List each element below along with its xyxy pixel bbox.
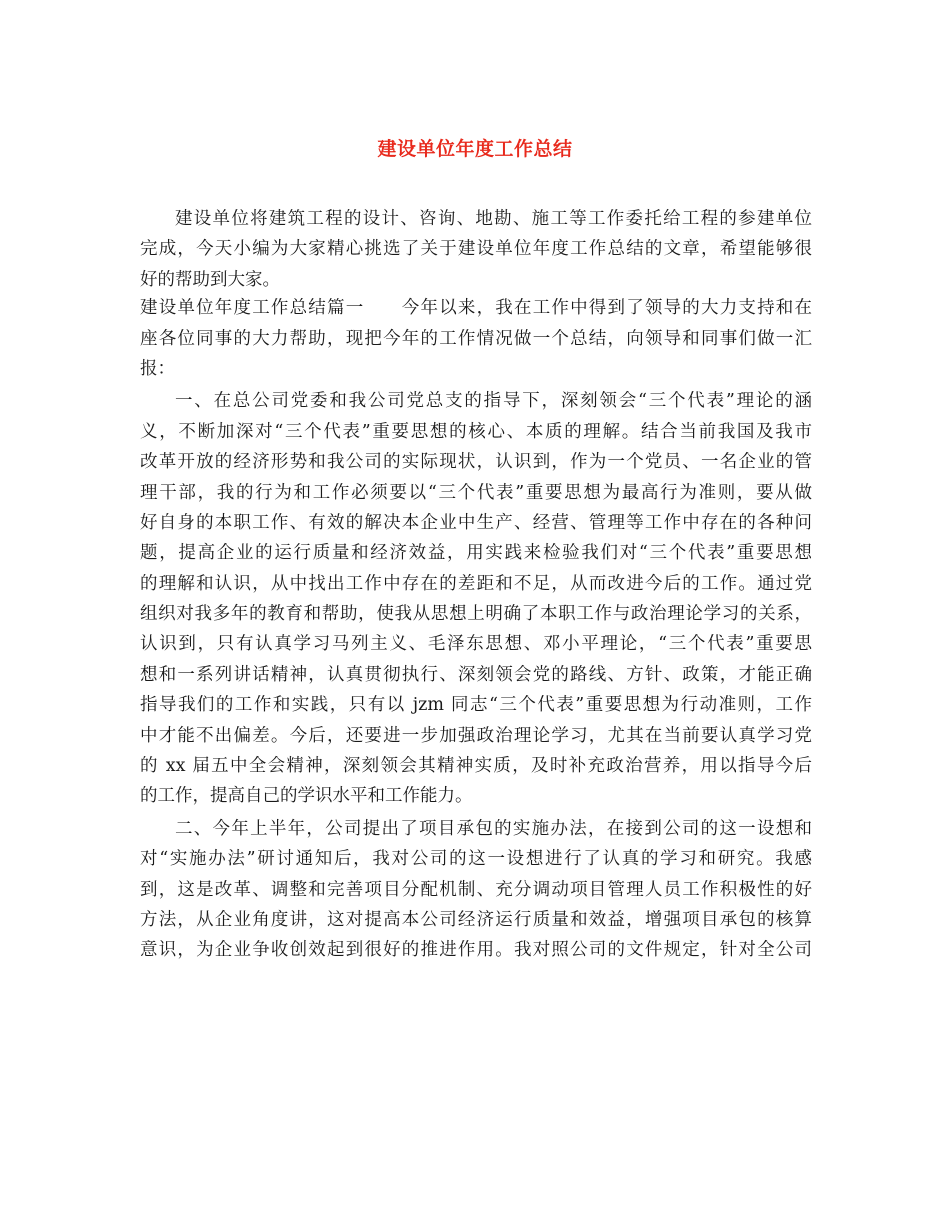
paragraph-line: 好自身的本职工作、有效的解决本企业中生产、经营、管理等工作中存在的各种问 — [140, 512, 812, 533]
paragraph-line: 建设单位将建筑工程的设计、咨询、地勘、施工等工作委托给工程的参建单位 — [175, 209, 812, 229]
paragraph-line: 想和一系列讲话精神，认真贯彻执行、深刻领会党的路线、方针、政策，才能正确 — [140, 664, 812, 685]
document-title: 建设单位年度工作总结 — [377, 138, 573, 160]
paragraph-line: 中才能不出偏差。今后，还要进一步加强政治理论学习，尤其在当前要认真学习党 — [140, 725, 812, 746]
paragraph-line: 义，不断加深对“三个代表”重要思想的核心、本质的理解。结合当前我国及我市 — [140, 421, 812, 442]
paragraph-line: 到，这是改革、调整和完善项目分配机制、充分调动项目管理人员工作积极性的好 — [140, 879, 812, 900]
paragraph-line: 对“实施办法”研讨通知后，我对公司的这一设想进行了认真的学习和研究。我感 — [140, 849, 812, 870]
paragraph-line: 理干部，我的行为和工作必须要以“三个代表”重要思想为最高行为准则，要从做 — [140, 482, 812, 503]
paragraph-line: 完成，今天小编为大家精心挑选了关于建设单位年度工作总结的文章，希望能够很 — [140, 239, 812, 260]
paragraph-line: 改革开放的经济形势和我公司的实际现状，认识到，作为一个党员、一名企业的管 — [140, 452, 812, 473]
paragraph-line: 好的帮助到大家。 — [140, 269, 280, 290]
paragraph-line: 的工作，提高自己的学识水平和工作能力。 — [140, 786, 473, 807]
paragraph-line: 方法，从企业角度讲，这对提高本公司经济运行质量和效益，增强项目承包的核算 — [140, 909, 812, 930]
document-body — [140, 204, 812, 966]
paragraph-line: 一、在总公司党委和我公司党总支的指导下，深刻领会“三个代表”理论的涵 — [175, 391, 812, 412]
paragraph-line: 建设单位年度工作总结篇一 今年以来，我在工作中得到了领导的大力支持和在 — [140, 298, 812, 319]
paragraph-line: 认识到，只有认真学习马列主义、毛泽东思想、邓小平理论，“三个代表”重要思 — [140, 634, 812, 655]
paragraph-line: 指导我们的工作和实践，只有以 jzm 同志“三个代表”重要思想为行动准则，工作 — [140, 695, 812, 716]
paragraph-line: 二、今年上半年，公司提出了项目承包的实施办法，在接到公司的这一设想和 — [175, 818, 812, 839]
paragraph-line: 座各位同事的大力帮助，现把今年的工作情况做一个总结，向领导和同事们做一汇 — [140, 328, 812, 349]
paragraph-line: 报： — [140, 358, 175, 379]
paragraph-line: 的 xx 届五中全会精神，深刻领会其精神实质，及时补充政治营养，用以指导今后 — [140, 756, 812, 777]
paragraph-line: 题，提高企业的运行质量和经济效益，用实践来检验我们对“三个代表”重要思想 — [140, 543, 812, 564]
paragraph-line: 的理解和认识，从中找出工作中存在的差距和不足，从而改进今后的工作。通过党 — [140, 573, 812, 594]
paragraph-line: 组织对我多年的教育和帮助，使我从思想上明确了本职工作与政治理论学习的关系， — [140, 604, 812, 625]
paragraph-line: 意识，为企业争收创效起到很好的推进作用。我对照公司的文件规定，针对全公司 — [140, 940, 812, 961]
